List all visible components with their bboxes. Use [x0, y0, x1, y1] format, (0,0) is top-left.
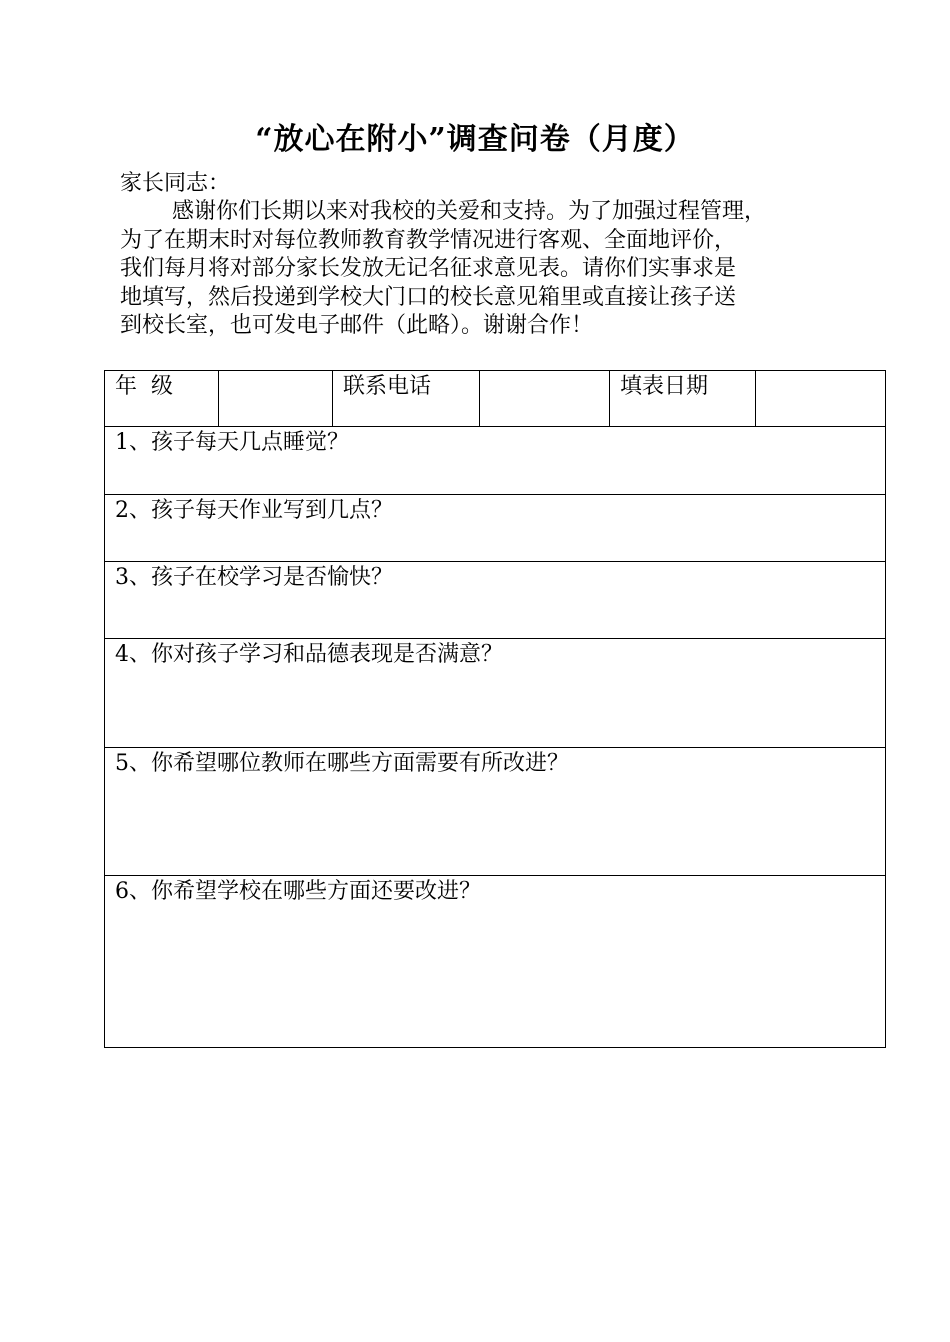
intro-line: 感谢你们长期以来对我校的关爱和支持。为了加强过程管理， [172, 199, 767, 224]
question-text: 6、你希望学校在哪些方面还要改进？ [115, 879, 481, 904]
answer-area[interactable] [105, 639, 886, 748]
phone-label: 联系电话 [333, 371, 480, 427]
question-row [105, 427, 886, 495]
question-text: 1、孩子每天几点睡觉？ [115, 430, 349, 455]
intro-line: 我们每月将对部分家长发放无记名征求意见表。请你们实事求是 [120, 256, 737, 281]
question-row [105, 748, 886, 876]
question-text: 5、你希望哪位教师在哪些方面需要有所改进？ [115, 751, 569, 776]
question-row [105, 876, 886, 1048]
date-label: 填表日期 [610, 371, 756, 427]
question-text: 4、你对孩子学习和品德表现是否满意？ [115, 642, 503, 667]
answer-area[interactable] [105, 876, 886, 1048]
intro-paragraph [120, 198, 865, 341]
date-field[interactable] [756, 371, 886, 427]
answer-area[interactable] [105, 562, 886, 639]
survey-table [104, 370, 886, 1048]
grade-label: 年 级 [105, 371, 219, 427]
grade-field[interactable] [219, 371, 333, 427]
intro-line: 地填写，然后投递到学校大门口的校长意见箱里或直接让孩子送 [120, 284, 737, 310]
phone-field[interactable] [480, 371, 610, 427]
header-row [105, 371, 886, 427]
question-row [105, 639, 886, 748]
intro-line: 为了在期末时对每位教师教育教学情况进行客观、全面地评价， [120, 227, 737, 253]
answer-area[interactable] [105, 748, 886, 876]
question-text: 2、孩子每天作业写到几点？ [115, 498, 393, 523]
answer-area[interactable] [105, 427, 886, 495]
question-row [105, 562, 886, 639]
answer-area[interactable] [105, 495, 886, 562]
document-title: “放心在附小”调查问卷（月度） [255, 122, 695, 157]
intro-line: 到校长室，也可发电子邮件（此略）。谢谢合作！ [120, 313, 594, 338]
question-text: 3、孩子在校学习是否愉快？ [115, 565, 393, 590]
question-row [105, 495, 886, 562]
greeting: 家长同志： [120, 171, 231, 196]
